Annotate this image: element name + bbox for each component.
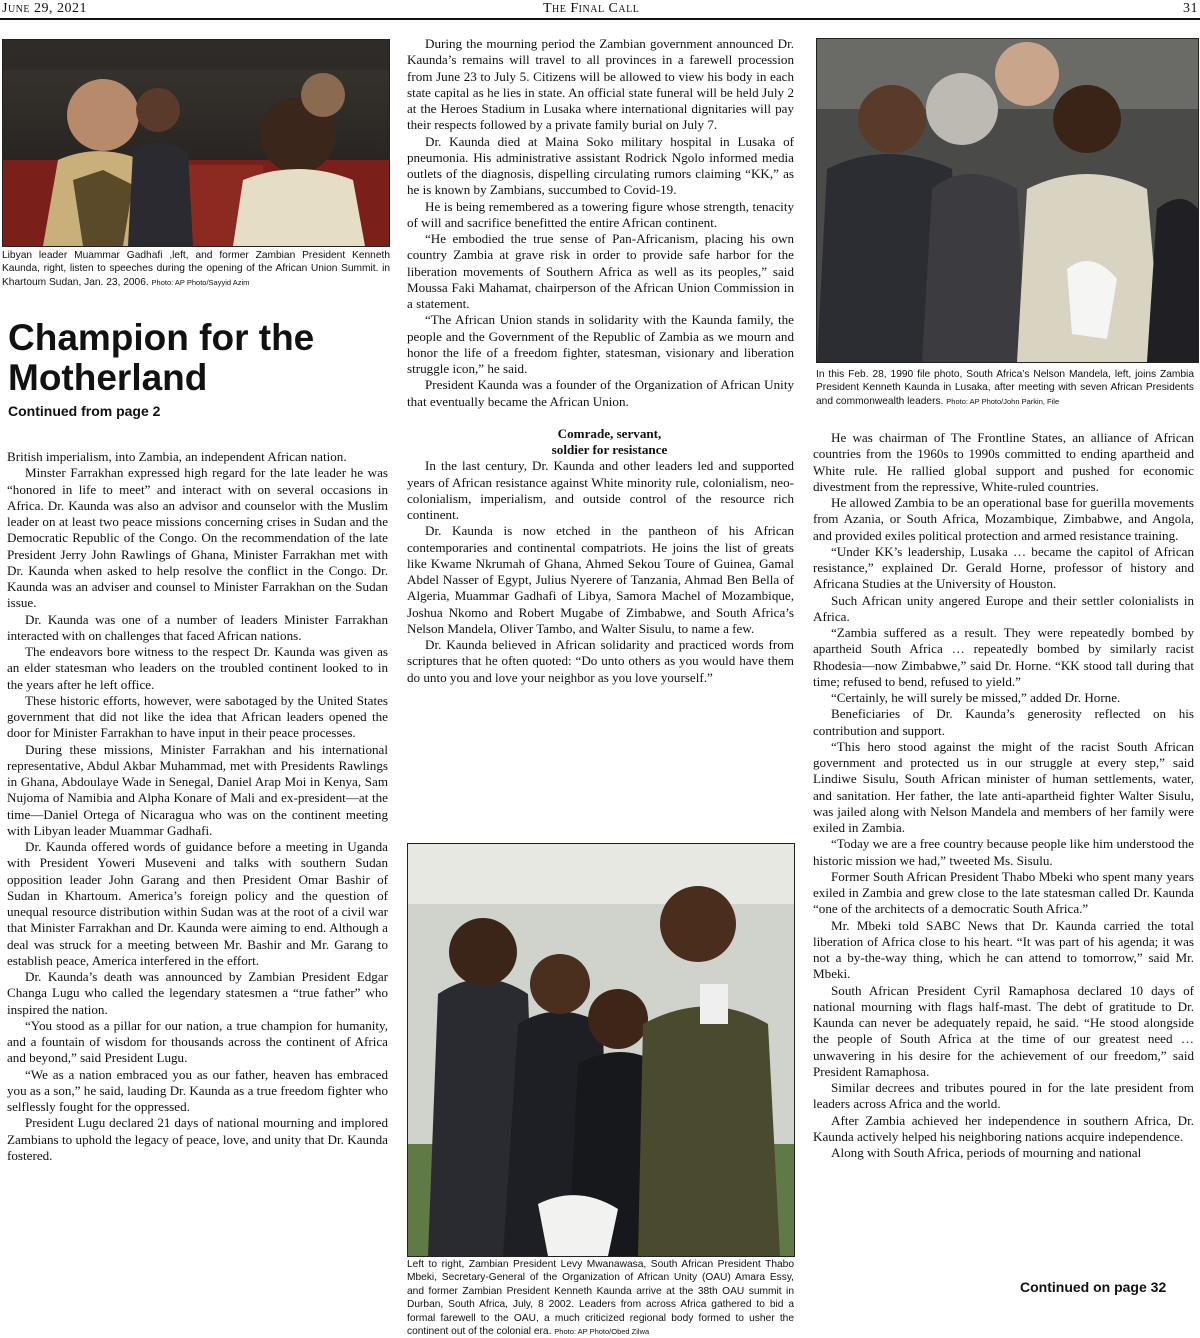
paragraph: South African President Cyril Ramaphosa declared 10 days of national mourning with flags half-mast. The debt of gratitude to Dr. Kaunda can never be adequately repaid, he said. “He stood alongside the people of South Africa at the time of our greatest need … unwavering in his desire for the achievement of our freedom,” said President Ramaphosa.: [813, 982, 1194, 1079]
paragraph: During the mourning period the Zambian government announced Dr. Kaunda’s remains will travel to all provinces in a farewell procession from June 23 to July 5. Citizens will be allowed to view his body in each state capital as he lies in state. An official state funeral will be held July 2 at the Heroes Stadium in Lusaka where international dignitaries will pay their respects followed by a private family burial on July 7.: [407, 36, 794, 133]
photo-gadhafi-caption: [2, 249, 390, 289]
paragraph: “The African Union stands in solidarity with the Kaunda family, the people and the Government of the Republic of Zambia as we mourn and honor the life of a freedom fighter, statesman, visionary and liberation struggle icon,” he said.: [407, 312, 794, 376]
article-column-3: [813, 430, 1194, 1161]
paragraph: These historic efforts, however, were sabotaged by the United States government that did not like the idea that African leaders opened the door for Minister Farrakhan to have input in their peace processes.: [7, 692, 388, 741]
photo-mandela-kaunda-image: [817, 39, 1198, 362]
subhead-line-1: Comrade, servant,: [557, 425, 662, 441]
photo-gadhafi-kaunda-image: [3, 40, 389, 246]
subhead-line-2: soldier for resistance: [551, 442, 668, 457]
photo-credit: Photo: AP Photo/Obed Zilwa: [554, 1327, 650, 1337]
paragraph: Former South African President Thabo Mbeki who spent many years exiled in Zambia and grew close to the late statesman called Dr. Kaunda “one of the architects of a democratic South Africa.”: [813, 868, 1194, 917]
article-column-2: [407, 36, 794, 686]
caption-text: Libyan leader Muammar Gadhafi ,left, and former Zambian President Kenneth Kaunda, right, listen to speeches during the opening of the African Union Summit. in Khartoum Sudan, Jan. 23, 2006.: [2, 250, 390, 288]
paragraph: Such African unity angered Europe and their settler colonialists in Africa.: [813, 592, 1194, 624]
paragraph: Beneficiaries of Dr. Kaunda’s generosity reflected on his contribution and support.: [813, 706, 1194, 738]
continued-from: Continued from page 2: [8, 403, 161, 419]
paragraph: He was chairman of The Frontline States, an alliance of African countries from the 1960s to 1990s committed to ending apartheid and White rule. He rallied global support and pushed for economic divestment from the repressive, White-ruled countries.: [813, 430, 1194, 494]
paragraph: “This hero stood against the might of the racist South African government and protected us in our struggle at every step,” said Lindiwe Sisulu, South African minister of human settlements, water, and sanitation. Her father, the late anti-apartheid fighter Walter Sisulu, was jailed along with Nelson Mandela and members of her family were exiled in Zambia.: [813, 738, 1194, 835]
page-number: 31: [1183, 1, 1198, 16]
paragraph: Along with South Africa, periods of mourning and national: [831, 1145, 1142, 1160]
paragraph: Similar decrees and tributes poured in for the late president from leaders across Africa and the world.: [813, 1080, 1194, 1112]
paragraph: Dr. Kaunda is now etched in the pantheon of his African contemporaries and continental compatriots. He joins the list of greats like Kwame Nkrumah of Ghana, Ahmed Sekou Toure of Guinea, Gamal Abdel Nasser of Egypt, Julius Nyerere of Tanzania, Ahmad Ben Bella of Algeria, Muammar Gadhafi of Libya, Samora Machel of Mozambique, Joshua Nkomo and Robert Mugabe of Zimbabwe, and South Africa’s Nelson Mandela, Oliver Tambo, and Walter Sisulu, to name a few.: [407, 523, 794, 636]
photo-oau-caption: [407, 1258, 794, 1338]
newspaper-name: The Final Call: [543, 1, 640, 16]
paragraph: Dr. Kaunda was one of a number of leaders Minister Farrakhan interacted with on challenges that faced African nations.: [7, 611, 388, 643]
paragraph: Mr. Mbeki told SABC News that Dr. Kaunda carried the total liberation of Africa close to his heart. “It was part of his agenda; it was not a by-the-way thing, which he can attend to tomorrow,” said Mr. Mbeki.: [813, 917, 1194, 982]
paragraph: Minster Farrakhan expressed high regard for the late leader he was “honored in life to meet” and interact with on several occasions in Africa. Dr. Kaunda was also an advisor and counselor with the Muslim leader on at least two peace missions concerning crises in Sudan and the Democratic Republic of the Congo. On the recommendation of the late President Jerry John Rawlings of Ghana, Minister Farrakhan met with Dr. Kaunda when asked to help resolve the conflict in the Congo. Dr. Kaunda was an adviser and counsel to Minister Farrakhan on the Sudan issue.: [7, 465, 388, 611]
continued-to: Continued on page 32: [1020, 1279, 1167, 1295]
paragraph: He is being remembered as a towering figure whose strength, tenacity of will and sacrifice benefitted the entire African continent.: [407, 198, 794, 230]
photo-credit: Photo: AP Photo/Sayyid Azim: [151, 277, 250, 287]
paragraph: “We as a nation embraced you as our father, heaven has embraced you as a son,” he said, lauding Dr. Kaunda as a true freedom fighter who selflessly fought for the oppressed.: [7, 1066, 388, 1114]
paragraph: President Kaunda was a founder of the Organization of African Unity that eventually became the African Union.: [407, 377, 794, 409]
paragraph: “Under KK’s leadership, Lusaka … became the capitol of African resistance,” explained Dr. Gerald Horne, professor of history and Africana Studies at the University of Houston.: [813, 543, 1194, 592]
paragraph: During these missions, Minister Farrakhan and his international representative, Abdul Akbar Muhammad, met with Presidents Rawlings in Ghana, Abdoulaye Wade in Senegal, Daniel Arap Moi in Kenya, Sam Nujoma of Namibia and Alpha Konare of Mali and ex-president—at the time—Daniel Ortega of Nicaragua who was on the continent meeting with Libyan leader Muammar Gadhafi.: [7, 741, 388, 838]
paragraph: “You stood as a pillar for our nation, a true champion for humanity, and a fountain of wisdom for thousands across the continent of Africa and beyond,” said President Lugu.: [7, 1017, 388, 1066]
photo-mandela-kaunda: [816, 38, 1199, 363]
caption-text: In this Feb. 28, 1990 file photo, South Africa’s Nelson Mandela, left, joins Zambia President Kenneth Kaunda in Lusaka, after meeting with seven African Presidents and commonwealth leaders.: [816, 369, 1194, 407]
photo-gadhafi-kaunda: [2, 39, 390, 247]
photo-credit: Photo: AP Photo/John Parkin, File: [946, 396, 1060, 406]
issue-date: June 29, 2021: [2, 1, 87, 16]
paragraph: “Today we are a free country because people like him understood the historic mission we had,” tweeted Ms. Sisulu.: [813, 836, 1194, 868]
photo-mandela-caption: [816, 368, 1194, 408]
paragraph: Dr. Kaunda believed in African solidarity and practiced words from scriptures that he often quoted: “Do unto others as you would have them do unto you and love your neighbor as you love yourself.”: [407, 637, 794, 685]
paragraph: British imperialism, into Zambia, an independent African nation.: [7, 449, 347, 464]
paragraph: He allowed Zambia to be an operational base for guerilla movements from Azania, or South Africa, Mozambique, Zimbabwe, and Angola, and provided exiles political protection and armed resistance training.: [813, 495, 1194, 543]
paragraph: Dr. Kaunda’s death was announced by Zambian President Edgar Changa Lugu who called the legendary statesmen a “true father” who inspired the nation.: [7, 969, 388, 1017]
paragraph: “Zambia suffered as a result. They were repeatedly bombed by apartheid South Africa … repeatedly bombed by similarly racist Rhodesia—now Zimbabwe,” said Dr. Horne. “KK stood tall during that time; refused to bend, refused to yield.”: [813, 625, 1194, 689]
masthead: [0, 0, 1200, 20]
paragraph: President Lugu declared 21 days of national mourning and implored Zambians to uphold the legacy of peace, love, and unity that Dr. Kaunda fostered.: [7, 1115, 388, 1163]
paragraph: In the last century, Dr. Kaunda and other leaders led and supported years of African resistance against White minority rule, colonialism, neo-colonialism, imperialism, and outside control of the resource rich continent.: [407, 458, 794, 522]
paragraph: “Certainly, he will surely be missed,” added Dr. Horne.: [831, 690, 1121, 705]
paragraph: Dr. Kaunda died at Maina Soko military hospital in Lusaka of pneumonia. His administrative assistant Rodrick Ngolo informed media outlets of the diagnosis, dispelling circulating rumors claiming “KK,” as he is known by Zambians, succumbed to Covid-19.: [407, 133, 794, 198]
headline: Champion for the Motherland: [8, 317, 315, 398]
photo-oau-leaders-image: [408, 844, 794, 1256]
paragraph: “He embodied the true sense of Pan-Africanism, placing his own country Zambia at grave risk in order to provide safe harbor for the liberation movements of Southern Africa as well as its peoples,” said Moussa Faki Mahamat, chairperson of the African Union Commission in a statement.: [407, 231, 794, 311]
paragraph: After Zambia achieved her independence in southern Africa, Dr. Kaunda actively helped his neighboring nations acquire independence.: [813, 1112, 1194, 1144]
paragraph: The endeavors bore witness to the respect Dr. Kaunda was given as an elder statesman who leaders on the troubled continent looked to in the years after he left office.: [7, 644, 388, 692]
caption-text: Left to right, Zambian President Levy Mwanawasa, South African President Thabo Mbeki, Secretary-General of the Organization of African Unity (OAU) Amara Essy, and former Zambian President Kenneth Kaunda arrive at the 38th OAU summit in Durban, South Africa, July, 8 2002. Leaders from across Africa gathered to bid a formal farewell to the OAU, a much criticized regional body formed to usher the continent out of the colonial era.: [407, 1259, 794, 1338]
article-column-1: [7, 449, 388, 1164]
photo-oau-leaders: [407, 843, 795, 1257]
paragraph: Dr. Kaunda offered words of guidance before a meeting in Uganda with President Yoweri Museveni and talks with southern Sudan opposition leader John Garang and then President Omar Bashir of Sudan in Khartoum. America’s foreign policy and the question of unequal resource distribution within Sudan was at the root of a civil war that Minister Farrakhan and Dr. Kaunda were aiming to end. Although a deal was struck for a meeting between Mr. Bashir and Mr. Garang to establish peace, America interfered in the effort.: [7, 839, 388, 968]
